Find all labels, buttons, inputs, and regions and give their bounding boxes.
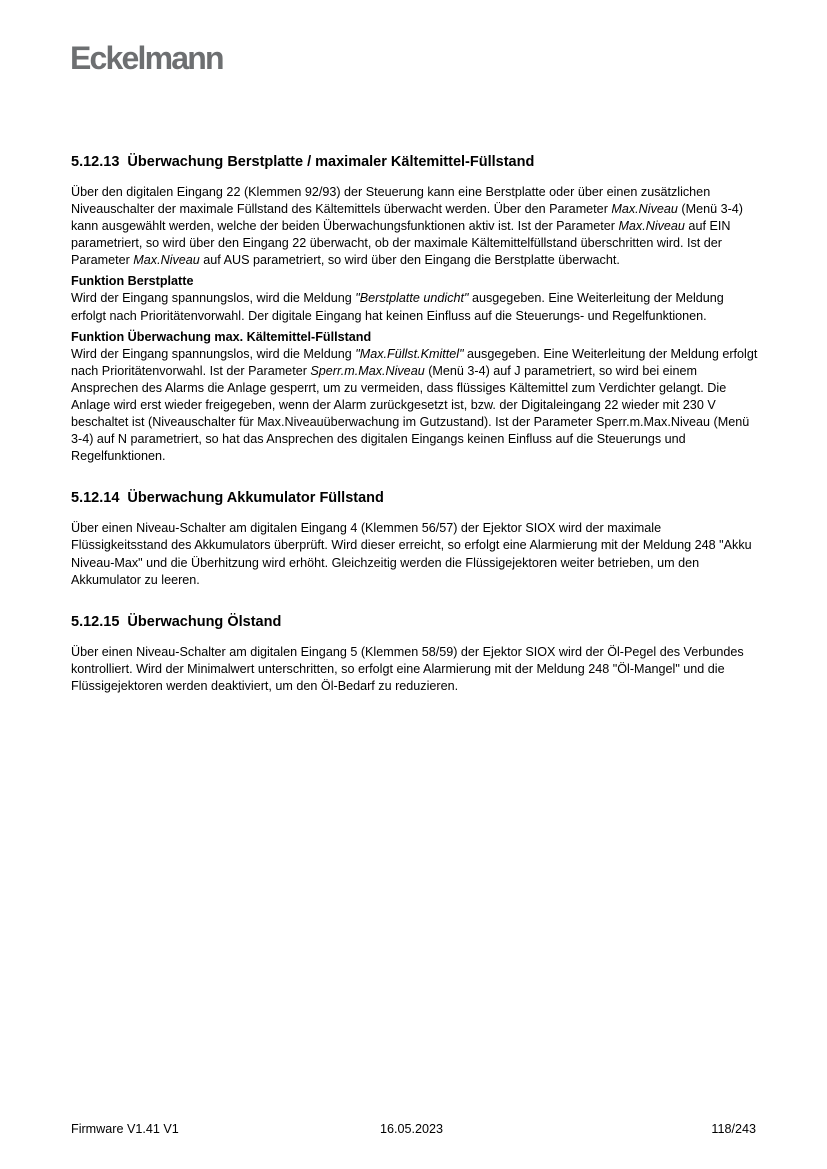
text-run: (Menü 3-4) auf J parametriert, so wird bei einem Ansprechen des Alarms die Anlage gesperrt, um zu vermeiden, dass flüssiges Kältemittel zum Verdichter gelangt. Die Anlage wird erst wieder freigegeben, wenn der Alarm zurückgesetzt ist, bzw. der Digitaleingang 22 wieder mit 230 V beschaltet ist (Niveauschalter für Max.Niveauüberwachung im Gutzustand). Ist der Parameter Sperr.m.Max.Niveau (Menü 3-4) auf N parametriert, so hat das Ansprechen des digitalen Eingangs keinen Einfluss auf die Steuerungs und Regelfunktionen. (71, 363, 750, 464)
section-number: 5.12.15 (71, 613, 120, 630)
parameter-name: Max.Niveau (611, 202, 678, 217)
message-name: "Berstplatte undicht" (355, 291, 469, 306)
section-heading-5-12-14 (71, 489, 761, 507)
text-run: auf EIN parametriert, so wird über den Eingang 22 überwacht, ob der maximale Kältemittelfüllstand überschritten wird. Ist der Parameter (71, 219, 731, 268)
section-title: Überwachung Berstplatte / maximaler Kältemittel-Füllstand (127, 154, 535, 170)
page-footer (71, 1122, 756, 1140)
text-run: Wird der Eingang spannungslos, wird die Meldung (71, 291, 356, 306)
footer-date: 16.05.2023 (380, 1122, 444, 1136)
text-run: ausgegeben. Eine Weiterleitung der Meldung erfolgt nach Prioritätenvorwahl. Ist der Parameter (71, 346, 758, 378)
text-run: Wird der Eingang spannungslos, wird die Meldung (71, 346, 356, 361)
paragraph-berstplatte (71, 290, 761, 324)
text-run: auf AUS parametriert, so wird über den Eingang die Berstplatte überwacht. (199, 253, 620, 268)
parameter-name: Max.Niveau (618, 219, 685, 234)
subheading-fuellstand: Funktion Überwachung max. Kältemittel-Füllstand (71, 329, 372, 344)
parameter-name: Max.Niveau (133, 253, 200, 268)
text-run: ausgegeben. Eine Weiterleitung der Meldung erfolgt nach Prioritätenvorwahl. Der digitale Eingang hat keinen Einfluss auf die Steuerungs- und Regelfunktionen. (71, 291, 724, 323)
paragraph-intro (71, 184, 761, 269)
text-run: (Menü 3-4) kann ausgewählt werden, welche der beiden Überwachungsfunktionen aktiv ist. Ist der Parameter (71, 202, 743, 234)
paragraph-akkumulator: Über einen Niveau-Schalter am digitalen Eingang 4 (Klemmen 56/57) der Ejektor SIOX wird der maximale Flüssigkeitsstand des Akkumulators überprüft. Wird dieser erreicht, so erfolgt eine Alarmierung mit der Meldung 248 "Akku Niveau-Max" und die Überhitzung wird erhöht. Gleichzeitig werden die Flüssigejektoren weiter betrieben, um den Akkumulator zu leeren. (71, 521, 752, 587)
company-logo: Eckelmann (70, 40, 223, 76)
subheading-berstplatte: Funktion Berstplatte (71, 274, 194, 289)
message-name: "Max.Füllst.Kmittel" (355, 346, 464, 361)
paragraph-fuellstand (71, 346, 761, 466)
section-number: 5.12.13 (71, 154, 120, 170)
section-number: 5.12.14 (71, 490, 120, 507)
section-title: Überwachung Ölstand (127, 613, 282, 630)
parameter-name: Sperr.m.Max.Niveau (310, 363, 425, 378)
paragraph-oelstand: Über einen Niveau-Schalter am digitalen Eingang 5 (Klemmen 58/59) der Ejektor SIOX wird der Öl-Pegel des Verbundes kontrolliert. Wird der Minimalwert unterschritten, so erfolgt eine Alarmierung mit der Meldung 248 "Öl-Mangel" und die Flüssigejektoren werden deaktiviert, um den Öl-Bedarf zu reduzieren. (71, 644, 744, 693)
footer-firmware: Firmware V1.41 V1 (71, 1122, 179, 1136)
section-title: Überwachung Akkumulator Füllstand (127, 490, 384, 507)
section-heading-5-12-15 (71, 613, 761, 631)
text-run: Über den digitalen Eingang 22 (Klemmen 92/93) der Steuerung kann eine Berstplatte oder über einen zusätzlichen Niveauschalter der maximale Füllstand des Kältemittels überwacht werden. Über den Parameter (71, 185, 711, 217)
footer-page-number: 118/243 (711, 1122, 756, 1136)
section-heading-5-12-13 (71, 153, 761, 171)
document-content (71, 153, 761, 695)
